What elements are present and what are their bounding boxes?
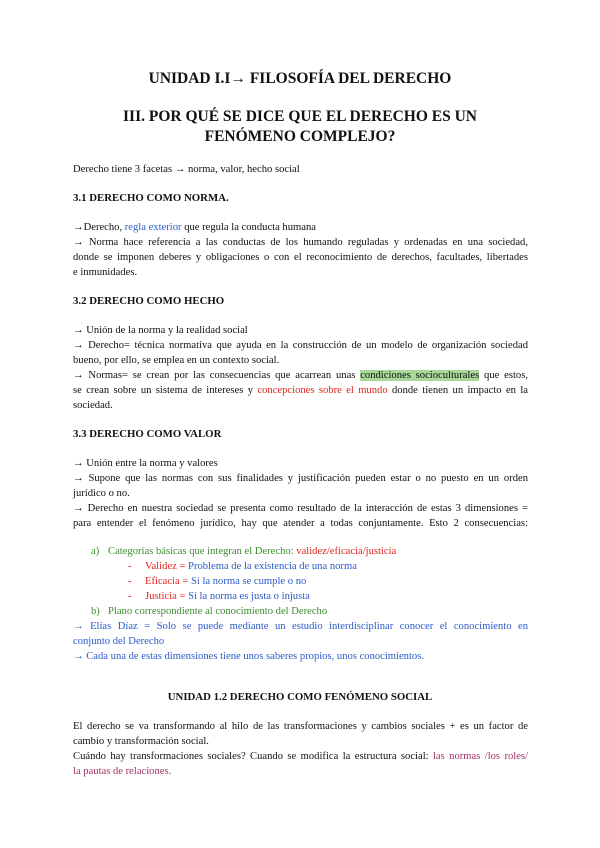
heading-3-2: 3.2 DERECHO COMO HECHO [73, 295, 225, 307]
s32-l4-c: que estos, [479, 370, 528, 381]
s31-l1-a: →Derecho, [73, 222, 125, 233]
sub-item-eficacia [145, 574, 525, 589]
sub-item-validez [145, 559, 525, 574]
list-item-a-red: validez/eficacia/justicia [296, 546, 397, 557]
list-item-a [108, 544, 528, 559]
s32-l5-a: se crean sobre un sistema de intereses y [73, 385, 258, 396]
sub3-text: Si la norma es justa o injusta [188, 591, 310, 602]
sub3-label: Justicia = [145, 591, 189, 602]
sub1-text: Problema de la existencia de una norma [188, 561, 357, 572]
s31-line-4: e inmunidades. [73, 267, 138, 278]
heading-3-1: 3.1 DERECHO COMO NORMA. [73, 192, 229, 204]
s32-line-6: sociedad. [73, 400, 113, 411]
heading-3-3: 3.3 DERECHO COMO VALOR [73, 428, 222, 440]
u12-l3-a: Cuándo hay transformaciones sociales? Cuando se modifica la estructura social: [73, 751, 433, 762]
list-marker-b: b) [91, 606, 100, 617]
sub1-label: Validez = [145, 561, 189, 572]
s32-line-5 [73, 383, 528, 398]
s32-l5-c: donde tienen un impacto en la [387, 385, 528, 396]
s31-line-2: → Norma hace referencia a las conductas de los humando reguladas y ordenadas en una sociedad, [73, 237, 528, 248]
list-item-a-text: Categorías básicas que integran el Derecho: [108, 546, 297, 557]
sub2-text: Si la norma se cumple o no [190, 576, 307, 587]
section-title: III. POR QUÉ SE DICE QUE EL DERECHO ES UN FENÓMENO COMPLEJO? [123, 108, 477, 145]
u12-line-2: cambio y transformación social. [73, 736, 209, 747]
s32-l4-a: → Normas= se crean por las consecuencias que acarrean unas [73, 370, 361, 381]
sub-dash-2: - [128, 576, 132, 587]
heading-unit-1-2: UNIDAD 1.2 DERECHO COMO FENÓMENO SOCIAL [167, 691, 433, 703]
elias-line-1: → Elías Díaz = Solo se puede mediante un estudio interdisciplinar conocer el conocimiento en [73, 621, 528, 632]
s32-l4-highlight: condiciones socioculturales [360, 370, 480, 381]
sub2-label: Eficacia = [145, 576, 191, 587]
list-marker-a: a) [91, 546, 100, 557]
unit-title: UNIDAD I.I→ FILOSOFÍA DEL DERECHO [148, 70, 452, 87]
u12-line-3 [73, 749, 528, 764]
s31-line-3: donde se imponen deberes y obligaciones o con el reconocimiento de derechos, facultades, libertades [73, 252, 528, 263]
s31-line-1 [73, 220, 528, 235]
s33-line-5: para entender el fenómeno jurídico, hay que atender a todas conjuntamente. Esto 2 consecuencias: [73, 518, 528, 529]
elias-line-2: conjunto del Derecho [73, 636, 165, 647]
u12-line-4: la pautas de relaciones. [73, 766, 172, 777]
s31-l1-c: que regula la conducta humana [181, 222, 316, 233]
s33-line-2: → Supone que las normas con sus finalidades y justificación pueden estar o no puesto en un orden [73, 473, 528, 484]
sub-dash-3: - [128, 591, 132, 602]
elias-line-3: → Cada una de estas dimensiones tiene unos saberes propios, unos conocimientos. [73, 651, 424, 662]
s33-line-4: → Derecho en nuestra sociedad se presenta como resultado de la interacción de estas 3 dimensiones = [73, 503, 528, 514]
s33-line-3: jurídico o no. [73, 488, 130, 499]
s31-l1-b: regla exterior [124, 222, 182, 233]
sub-item-justicia [145, 589, 525, 604]
s33-line-1: → Unión entre la norma y valores [73, 458, 218, 469]
s32-l5-b: concepciones sobre el mundo [257, 385, 388, 396]
sub-dash-1: - [128, 561, 132, 572]
s32-line-4 [73, 368, 528, 383]
u12-line-1: El derecho se va transformando al hilo de las transformaciones y cambios sociales + es un factor de [73, 721, 528, 732]
list-item-b: Plano correspondiente al conocimiento del Derecho [108, 606, 328, 617]
intro-line: Derecho tiene 3 facetas → norma, valor, hecho social [73, 164, 300, 175]
s32-line-3: bueno, por ello, se emplea en un contexto social. [73, 355, 280, 366]
u12-l3-b: las normas /los roles/ [432, 751, 528, 762]
s32-line-2: → Derecho= técnica normativa que ayuda en la construcción de un modelo de organización sociedad [73, 340, 528, 351]
s32-line-1: → Unión de la norma y la realidad social [73, 325, 248, 336]
